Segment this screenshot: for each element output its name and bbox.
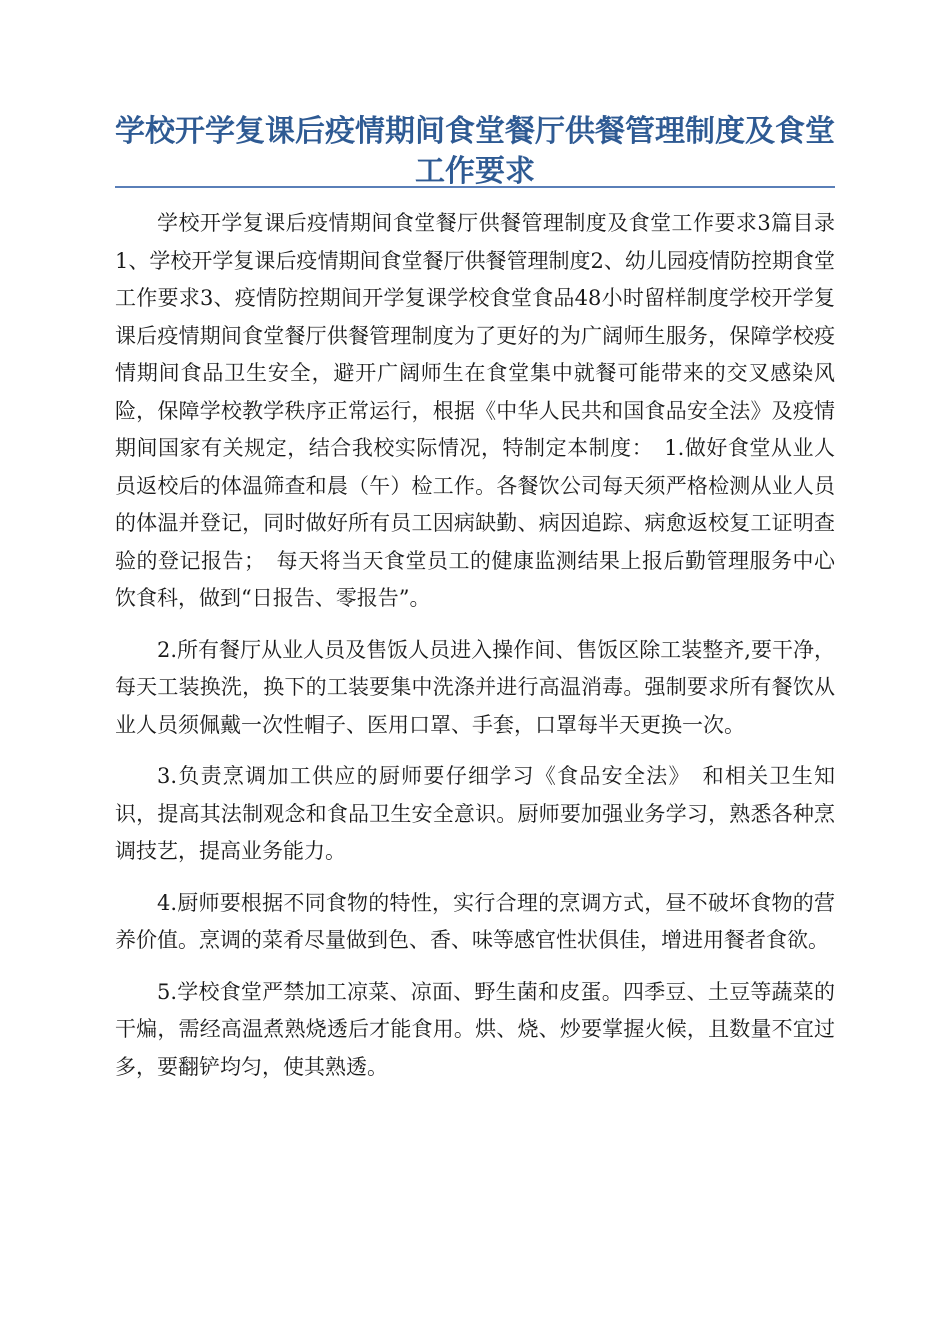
paragraph-item-4: 4.厨师要根据不同食物的特性，实行合理的烹调方式，昼不破坏食物的营养价值。烹调的菜肴尽量做到色、香、味等感官性状俱佳，增进用餐者食欲。: [115, 890, 835, 952]
paragraph-item-2: 2.所有餐厅从业人员及售饭人员进入操作间、售饭区除工装整齐,要干净，每天工装换洗，换下的工装要集中洗涤并进行高温消毒。强制要求所有餐饮从业人员须佩戴一次性帽子、医用口罩、手套，口罩每半天更换一次。: [115, 637, 835, 737]
title-underline: [115, 186, 835, 188]
paragraph-item-3: 3.负责烹调加工供应的厨师要仔细学习《食品安全法》 和相关卫生知识，提高其法制观念和食品卫生安全意识。厨师要加强业务学习，熟悉各种烹调技艺，提高业务能力。: [115, 764, 835, 863]
paragraph-intro: 学校开学复课后疫情期间食堂餐厅供餐管理制度及食堂工作要求3篇目录1、学校开学复课后疫情期间食堂餐厅供餐管理制度2、幼儿园疫情防控期食堂工作要求3、疫情防控期间开学复课学校食堂食品48小时留样制度学校开学复课后疫情期间食堂餐厅供餐管理制度为了更好的为广阔师生服务，保障学校疫情期间食品卫生安全，避开广阔师生在食堂集中就餐可能带来的交叉感染风险，保障学校教学秩序正常运行，根据《中华人民共和国食品安全法》及疫情期间国家有关规定，结合我校实际情况，特制定本制度： 1.做好食堂从业人员返校后的体温筛查和晨（午）检工作。各餐饮公司每天须严格检测从业人员的体温并登记，同时做好所有员工因病缺勤、病因追踪、病愈返校复工证明查验的登记报告； 每天将当天食堂员工的健康监测结果上报后勤管理服务中心饮食科，做到“日报告、零报告”。: [115, 211, 835, 610]
document-body: [115, 205, 835, 1100]
document-title: 学校开学复课后疫情期间食堂餐厅供餐管理制度及食堂工作要求: [115, 114, 835, 189]
paragraph-item-5: 5.学校食堂严禁加工凉菜、凉面、野生菌和皮蛋。四季豆、土豆等蔬菜的干煸，需经高温煮熟烧透后才能食用。烘、烧、炒要掌握火候，且数量不宜过多，要翻铲均匀，使其熟透。: [115, 979, 835, 1079]
